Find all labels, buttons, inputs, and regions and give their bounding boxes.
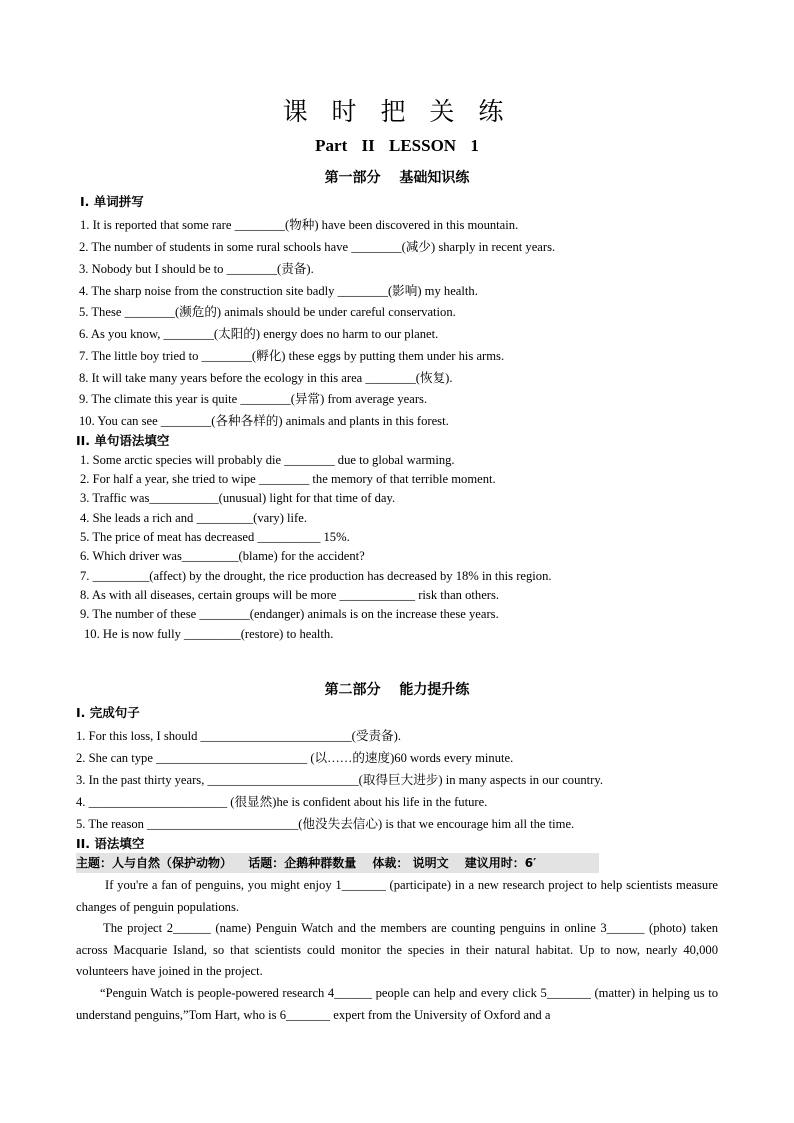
grammar-item: 8. As with all diseases, certain groups will be more ____________ risk than others. (80, 588, 500, 602)
spelling-item: 7. The little boy tried to ________(孵化) these eggs by putting them under his arms. (79, 349, 505, 363)
sentence-item: 2. She can type ________________________ (以……的速度)60 words every minute. (76, 751, 514, 765)
spelling-section-heading: I. 单词拼写 (80, 194, 144, 209)
page-title: 课 时 把 关 练 (282, 97, 512, 126)
meta-genre: 体裁： 说明文 (372, 856, 449, 870)
grammar-item: 6. Which driver was_________(blame) for the accident? (80, 549, 365, 563)
sentence-item: 3. In the past thirty years, ________________________(取得巨大进步) in many aspects in our country. (76, 773, 603, 787)
grammar-item: 1. Some arctic species will probably die ________ due to global warming. (80, 453, 455, 467)
grammar-item: 9. The number of these ________(endanger) animals is on the increase these years. (80, 607, 499, 621)
spelling-item: 5. These ________(濒危的) animals should be under careful conservation. (79, 305, 456, 319)
grammar-item: 5. The price of meat has decreased __________ 15%. (80, 530, 350, 544)
meta-time: 建议用时：6′ (464, 856, 537, 870)
spelling-item: 10. You can see ________(各种各样的) animals and plants in this forest. (79, 414, 449, 428)
cloze-paragraph: The project 2______ (name) Penguin Watch and the members are counting penguins in online 3______ (photo) taken across Macquarie Island, so that scientists could monitor the species in their natural habitat. Up to now, nearly 40,000 volunteers have joined in the project. (76, 921, 718, 979)
spelling-item: 8. It will take many years before the ecology in this area ________(恢复). (79, 371, 453, 385)
spelling-item: 1. It is reported that some rare ________(物种) have been discovered in this mountain. (80, 218, 519, 232)
cloze-passage (76, 875, 718, 1026)
sentence-item: 1. For this loss, I should ________________________(受责备). (76, 729, 401, 743)
spelling-item: 6. As you know, ________(太阳的) energy does no harm to our planet. (79, 327, 439, 341)
grammar-item: 3. Traffic was___________(unusual) light for that time of day. (80, 491, 396, 505)
spelling-item: 9. The climate this year is quite ________(异常) from average years. (79, 392, 428, 406)
sentence-item: 5. The reason ________________________(他没失去信心) is that we encourage him all the time. (76, 817, 575, 831)
cloze-meta-bar (76, 853, 599, 873)
spelling-item: 2. The number of students in some rural schools have ________(减少) sharply in recent years. (79, 240, 556, 254)
meta-topic: 主题：人与自然（保护动物） (76, 856, 233, 870)
sentence-item: 4. ______________________ (很显然)he is confident about his life in the future. (76, 795, 488, 809)
spelling-item: 4. The sharp noise from the construction site badly ________(影响) my health. (79, 284, 478, 298)
lesson-subtitle: Part II LESSON 1 (315, 136, 479, 155)
cloze-paragraph: “Penguin Watch is people-powered research 4______ people can help and every click 5_______ (matter) in helping us to understand penguins,”Tom Hart, who is 6_______ expert from the University of Oxford and a (76, 985, 718, 1022)
sentence-completion-heading: I. 完成句子 (76, 705, 140, 720)
part2-heading: 第二部分 能力提升练 (324, 682, 470, 698)
spelling-item: 3. Nobody but I should be to ________(责备). (79, 262, 314, 276)
grammar-item: 2. For half a year, she tried to wipe ________ the memory of that terrible moment. (80, 472, 496, 486)
grammar-fill-section-heading: II. 单句语法填空 (76, 433, 170, 448)
cloze-section-heading: II. 语法填空 (76, 836, 145, 851)
part1-heading: 第一部分 基础知识练 (324, 170, 470, 186)
cloze-paragraph: If you're a fan of penguins, you might enjoy 1_______ (participate) in a new research project to help scientists measure changes of penguin populations. (76, 878, 718, 914)
grammar-item: 10. He is now fully _________(restore) to health. (84, 627, 334, 641)
grammar-item: 4. She leads a rich and _________(vary) life. (80, 511, 307, 525)
meta-subject: 话题：企鹅种群数量 (248, 856, 357, 870)
grammar-item: 7. _________(affect) by the drought, the rice production has decreased by 18% in this region. (80, 569, 552, 583)
